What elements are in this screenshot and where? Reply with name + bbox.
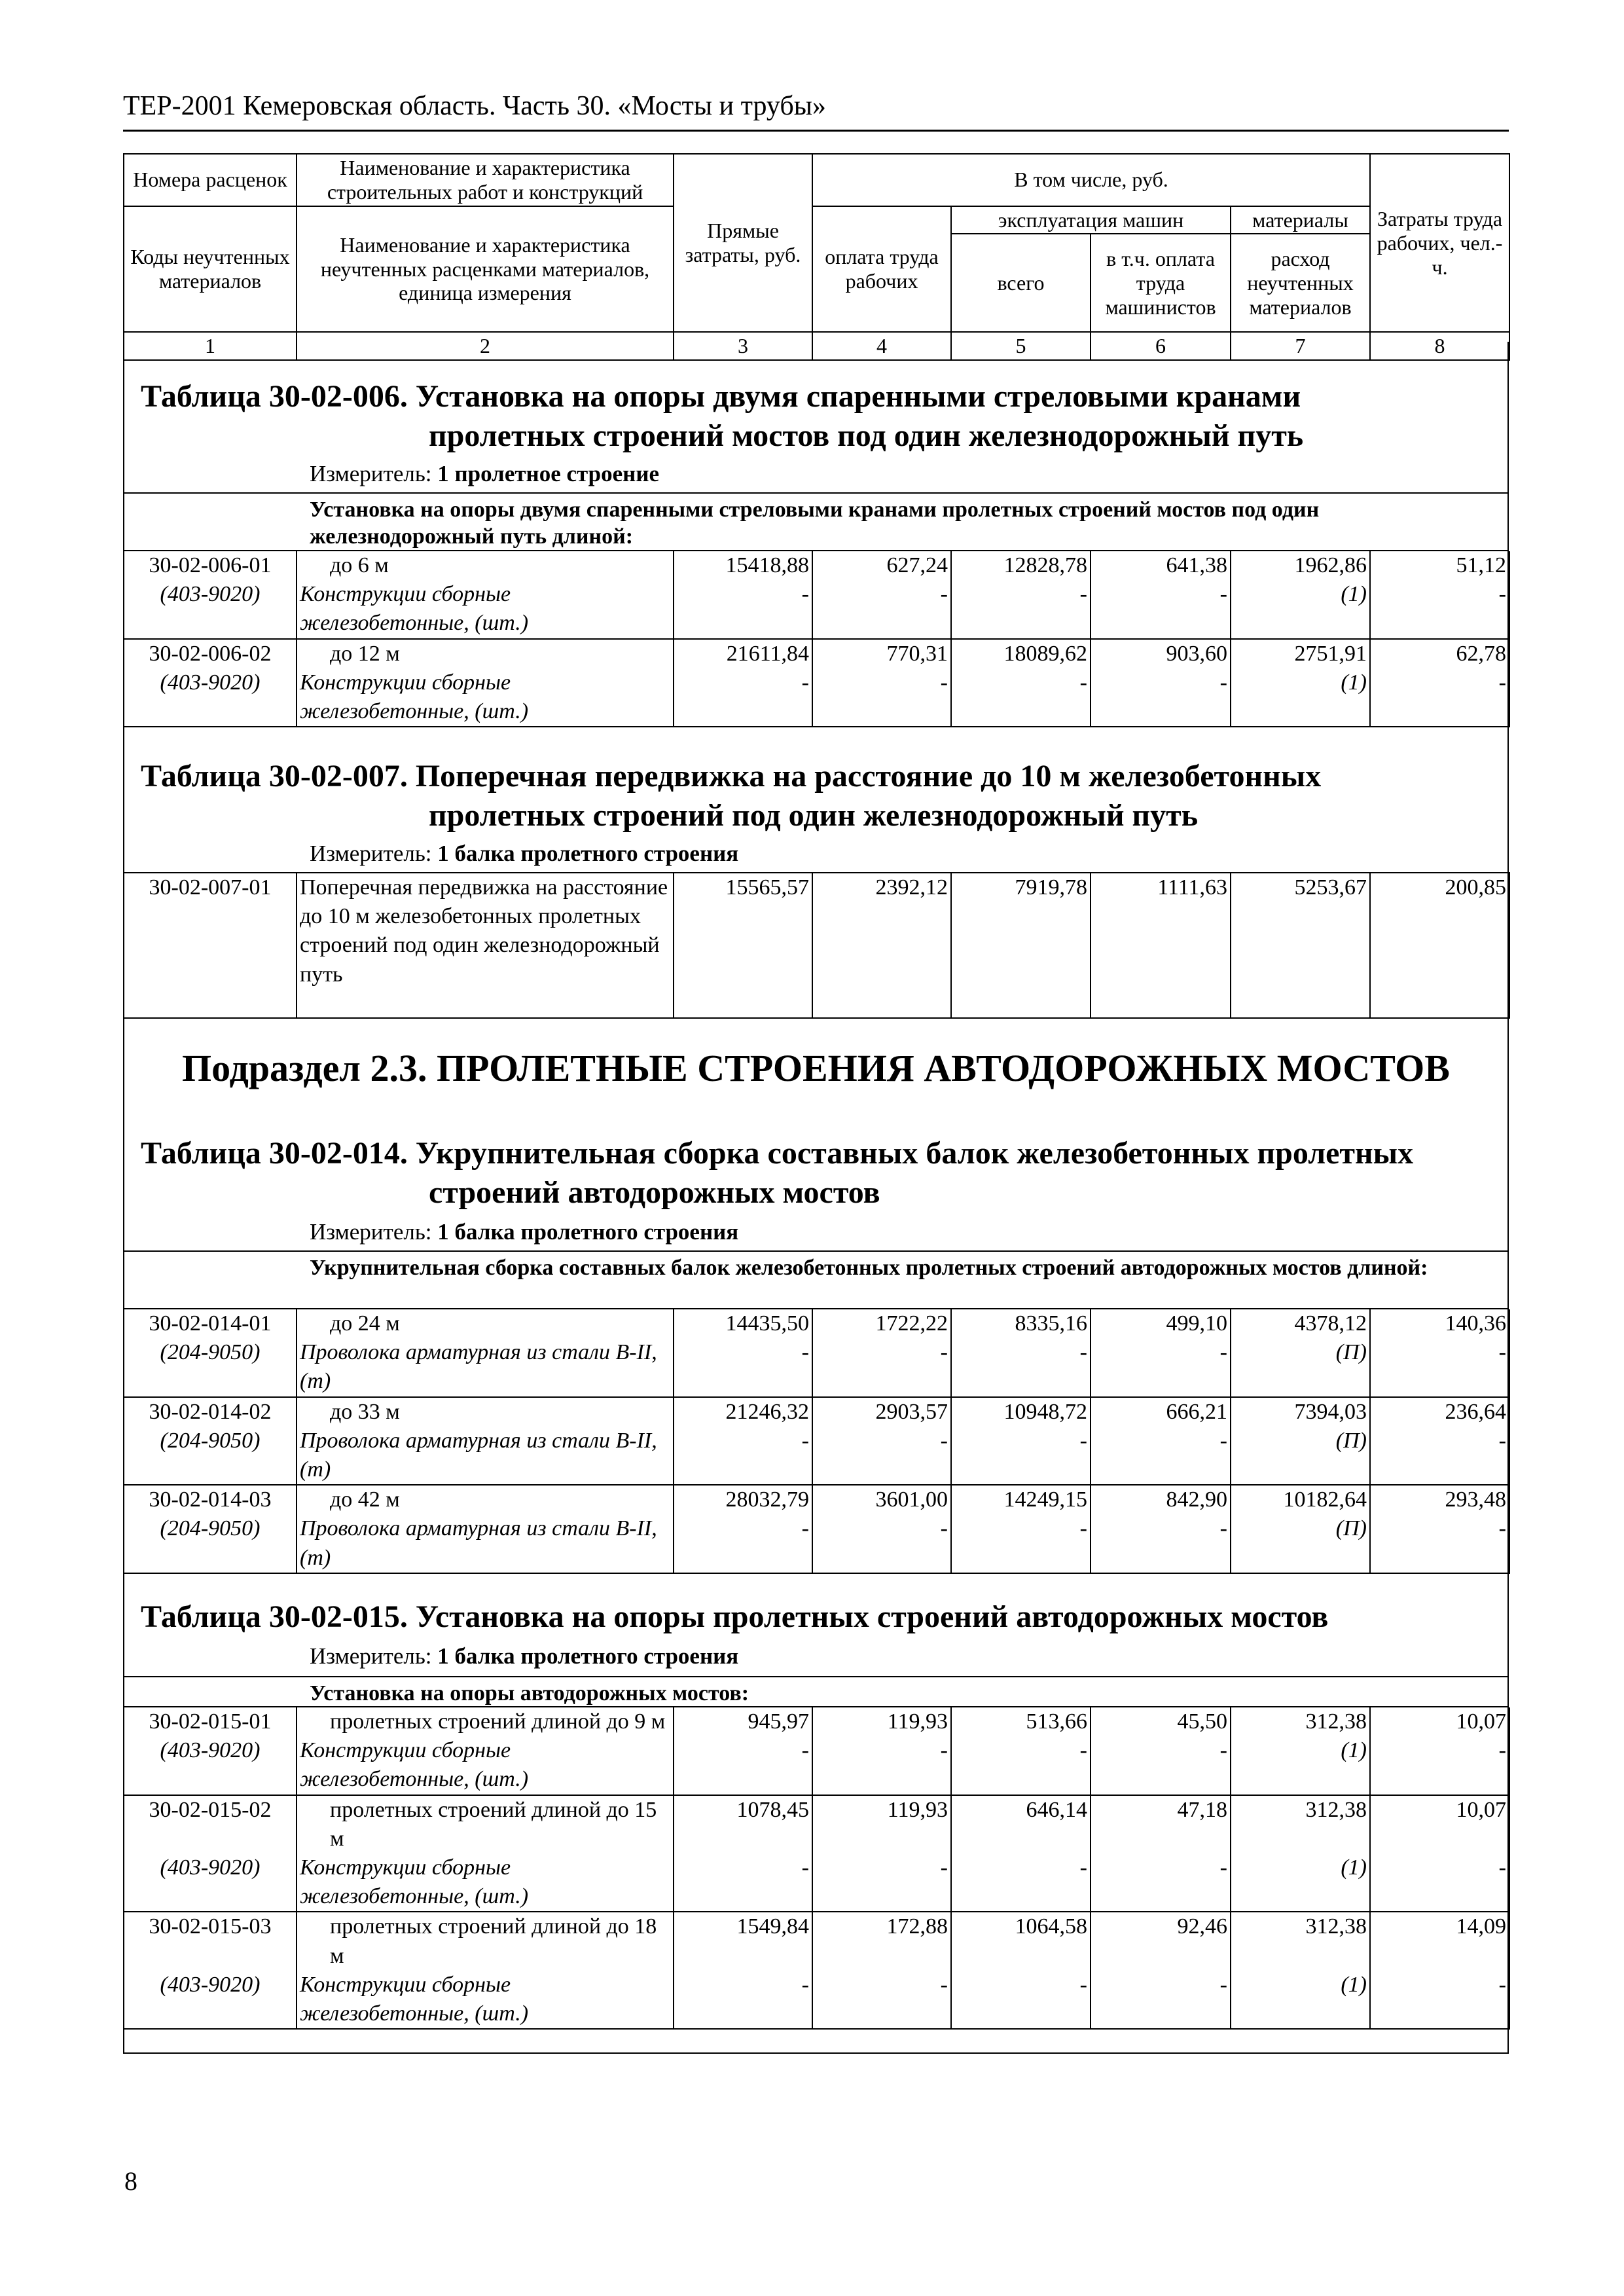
table-cell: - — [1370, 1338, 1509, 1396]
table-cell: 1722,22 — [812, 1309, 951, 1338]
table-cell: - — [1091, 1514, 1231, 1573]
col-number: 5 — [951, 332, 1091, 360]
col-3-header: Прямые затраты, руб. — [674, 154, 812, 332]
subsection-title: Подраздел 2.3. ПРОЛЕТНЫЕ СТРОЕНИЯ АВТОДОРОЖНЫХ МОСТОВ — [182, 1047, 1450, 1089]
column-header-table — [123, 153, 1510, 361]
table-cell: (403-9020) — [124, 1736, 297, 1795]
table-cell: - — [951, 1853, 1091, 1912]
table-cell: до 6 м — [297, 551, 674, 580]
table-cell: - — [812, 1514, 951, 1573]
table-015-body — [123, 1707, 1510, 2030]
table-cell: 21246,32 — [674, 1397, 812, 1427]
table-cell: - — [1091, 1427, 1231, 1485]
table-cell: - — [674, 1853, 812, 1912]
table-cell: 770,31 — [812, 639, 951, 668]
table-cell: (403-9020) — [124, 1971, 297, 2029]
table-cell: пролетных строений длиной до 15 м — [297, 1795, 674, 1853]
table-007-title: Таблица 30-02-007. Поперечная передвижка на расстояние до 10 м железобетонных пролетных строений под один железнодорожный путь — [141, 759, 1322, 833]
table-cell: 30-02-014-01 — [124, 1309, 297, 1338]
table-006-body — [123, 551, 1510, 727]
col-number: 7 — [1231, 332, 1370, 360]
table-cell: - — [1091, 1971, 1231, 2029]
table-006-measure: Измеритель: 1 пролетное строение — [310, 461, 660, 486]
table-cell: - — [1370, 580, 1509, 638]
table-cell: (403-9020) — [124, 580, 297, 638]
table-row-material — [124, 1971, 1509, 2029]
table-cell: - — [1370, 668, 1509, 727]
table-cell: - — [674, 1514, 812, 1573]
table-cell: - — [951, 1736, 1091, 1795]
table-cell: 28032,79 — [674, 1485, 812, 1514]
col-1-header-bottom: Коды неучтенных материалов — [124, 206, 297, 333]
table-cell: Конструкции сборные железобетонные, (шт.) — [297, 1971, 674, 2029]
table-row — [124, 1397, 1509, 1427]
col-1-header-top: Номера расценок — [124, 154, 297, 206]
table-cell: - — [1091, 1736, 1231, 1795]
table-cell: 513,66 — [951, 1707, 1091, 1736]
table-cell: 21611,84 — [674, 639, 812, 668]
table-cell: 641,38 — [1091, 551, 1231, 580]
table-cell: (П) — [1231, 1514, 1370, 1573]
table-cell: - — [1091, 668, 1231, 727]
table-row — [124, 639, 1509, 668]
table-cell: - — [674, 1338, 812, 1396]
col-8-header: Затраты труда рабочих, чел.-ч. — [1370, 154, 1509, 332]
table-cell: 2392,12 — [812, 873, 951, 1018]
table-cell: - — [812, 1736, 951, 1795]
table-row-material — [124, 580, 1509, 638]
table-cell: (1) — [1231, 1853, 1370, 1912]
table-cell: 119,93 — [812, 1795, 951, 1853]
table-cell: 7919,78 — [951, 873, 1091, 1018]
table-cell: - — [1091, 1853, 1231, 1912]
table-cell: - — [951, 668, 1091, 727]
table-cell: до 24 м — [297, 1309, 674, 1338]
table-006-title: Таблица 30-02-006. Установка на опоры двумя спаренными стреловыми кранами пролетных строений мостов под один железнодорожный путь — [141, 379, 1304, 453]
table-cell: - — [951, 580, 1091, 638]
table-cell: 172,88 — [812, 1912, 951, 1970]
table-cell: Поперечная передвижка на расстояние до 10 м железобетонных пролетных строений под один железнодорожный путь — [297, 873, 674, 1018]
table-cell: - — [1370, 1514, 1509, 1573]
table-row — [124, 1707, 1509, 1736]
table-cell: 12828,78 — [951, 551, 1091, 580]
running-header: ТЕР-2001 Кемеровская область. Часть 30. «Мосты и трубы» — [123, 91, 826, 121]
table-cell: 119,93 — [812, 1707, 951, 1736]
table-cell: Проволока арматурная из стали В-II, (т) — [297, 1338, 674, 1396]
table-cell: Проволока арматурная из стали В-II, (т) — [297, 1514, 674, 1573]
table-cell: 30-02-015-03 — [124, 1912, 297, 1970]
table-cell: 92,46 — [1091, 1912, 1231, 1970]
table-cell: - — [951, 1427, 1091, 1485]
table-cell: до 42 м — [297, 1485, 674, 1514]
table-cell: 14249,15 — [951, 1485, 1091, 1514]
table-cell: 499,10 — [1091, 1309, 1231, 1338]
table-cell: 646,14 — [951, 1795, 1091, 1853]
table-015-measure: Измеритель: 1 балка пролетного строения — [310, 1643, 739, 1669]
table-row-material — [124, 1514, 1509, 1573]
table-cell: 2751,91 — [1231, 639, 1370, 668]
col-number: 2 — [297, 332, 674, 360]
table-cell: (403-9020) — [124, 668, 297, 727]
table-cell: 842,90 — [1091, 1485, 1231, 1514]
table-cell: 14,09 — [1370, 1912, 1509, 1970]
table-row — [124, 1912, 1509, 1970]
table-cell: 30-02-015-02 — [124, 1795, 297, 1853]
table-cell: 30-02-014-02 — [124, 1397, 297, 1427]
table-cell: 1078,45 — [674, 1795, 812, 1853]
table-cell: 47,18 — [1091, 1795, 1231, 1853]
table-cell: - — [674, 1971, 812, 2029]
table-015-title: Таблица 30-02-015. Установка на опоры пролетных строений автодорожных мостов — [141, 1599, 1329, 1634]
table-cell: - — [812, 1971, 951, 2029]
table-row-material — [124, 1427, 1509, 1485]
table-row — [124, 1309, 1509, 1338]
table-cell: (П) — [1231, 1338, 1370, 1396]
table-cell: (1) — [1231, 1971, 1370, 2029]
table-cell: (204-9050) — [124, 1338, 297, 1396]
table-cell: 10182,64 — [1231, 1485, 1370, 1514]
table-cell: Проволока арматурная из стали В-II, (т) — [297, 1427, 674, 1485]
col-6-header: в т.ч. оплата труда машинистов — [1091, 234, 1231, 332]
table-cell: 903,60 — [1091, 639, 1231, 668]
table-cell: Конструкции сборные железобетонные, (шт.) — [297, 580, 674, 638]
table-014-measure: Измеритель: 1 балка пролетного строения — [310, 1219, 739, 1245]
table-row — [124, 1795, 1509, 1853]
table-cell: (1) — [1231, 1736, 1370, 1795]
table-cell: до 33 м — [297, 1397, 674, 1427]
table-cell: Конструкции сборные железобетонные, (шт.) — [297, 1736, 674, 1795]
col-number: 8 — [1370, 332, 1509, 360]
materials-header: материалы — [1231, 206, 1370, 234]
table-cell: 45,50 — [1091, 1707, 1231, 1736]
table-cell: 14435,50 — [674, 1309, 812, 1338]
table-cell: - — [951, 1971, 1091, 2029]
table-cell: 51,12 — [1370, 551, 1509, 580]
table-cell: (1) — [1231, 580, 1370, 638]
table-015-group-header: Установка на опоры автодорожных мостов: — [123, 1676, 1509, 1707]
table-cell: 666,21 — [1091, 1397, 1231, 1427]
table-cell: - — [951, 1514, 1091, 1573]
table-cell: 5253,67 — [1231, 873, 1370, 1018]
table-cell: 945,97 — [674, 1707, 812, 1736]
table-cell: - — [812, 1338, 951, 1396]
header-divider — [123, 130, 1509, 132]
table-cell: 293,48 — [1370, 1485, 1509, 1514]
col-number: 3 — [674, 332, 812, 360]
table-cell: - — [1091, 580, 1231, 638]
table-cell: пролетных строений длиной до 18 м — [297, 1912, 674, 1970]
table-cell: (403-9020) — [124, 1853, 297, 1912]
table-row-material — [124, 1338, 1509, 1396]
col-number: 6 — [1091, 332, 1231, 360]
table-cell: 4378,12 — [1231, 1309, 1370, 1338]
table-cell: 236,64 — [1370, 1397, 1509, 1427]
table-007-measure: Измеритель: 1 балка пролетного строения — [310, 841, 739, 866]
table-cell: - — [951, 1338, 1091, 1396]
table-cell: 2903,57 — [812, 1397, 951, 1427]
table-cell: Конструкции сборные железобетонные, (шт.) — [297, 1853, 674, 1912]
table-row — [124, 551, 1509, 580]
table-cell: - — [1370, 1853, 1509, 1912]
table-cell: 1549,84 — [674, 1912, 812, 1970]
table-cell: 627,24 — [812, 551, 951, 580]
table-cell: - — [1370, 1971, 1509, 2029]
page-number: 8 — [124, 2166, 137, 2196]
table-cell: 15418,88 — [674, 551, 812, 580]
table-cell: 200,85 — [1370, 873, 1509, 1018]
table-cell: - — [674, 1427, 812, 1485]
table-row — [124, 873, 1509, 1018]
table-cell: (204-9050) — [124, 1514, 297, 1573]
table-cell: - — [674, 1736, 812, 1795]
table-cell: - — [1091, 1338, 1231, 1396]
table-cell: - — [812, 668, 951, 727]
table-006-group-header: Установка на опоры двумя спаренными стреловыми кранами пролетных строений мостов под один железнодорожный путь длиной: — [123, 492, 1509, 551]
table-cell: - — [812, 580, 951, 638]
table-row-material — [124, 668, 1509, 727]
table-row — [124, 1485, 1509, 1514]
col-7-header: расход неучтенных материалов — [1231, 234, 1370, 332]
table-cell: 30-02-006-02 — [124, 639, 297, 668]
table-cell: пролетных строений длиной до 9 м — [297, 1707, 674, 1736]
table-cell: 312,38 — [1231, 1912, 1370, 1970]
table-cell: 8335,16 — [951, 1309, 1091, 1338]
table-cell: 30-02-014-03 — [124, 1485, 297, 1514]
table-cell: 30-02-006-01 — [124, 551, 297, 580]
col-2-header-bottom: Наименование и характеристика неучтенных расценками материалов, единица измерения — [297, 206, 674, 333]
table-cell: 1064,58 — [951, 1912, 1091, 1970]
col-5-header: всего — [951, 234, 1091, 332]
table-cell: 10,07 — [1370, 1795, 1509, 1853]
table-cell: (П) — [1231, 1427, 1370, 1485]
table-cell: 30-02-015-01 — [124, 1707, 297, 1736]
table-row-material — [124, 1736, 1509, 1795]
table-cell: 10,07 — [1370, 1707, 1509, 1736]
table-014-title: Таблица 30-02-014. Укрупнительная сборка составных балок железобетонных пролетных строений автодорожных мостов — [141, 1136, 1414, 1210]
table-cell: Конструкции сборные железобетонные, (шт.) — [297, 668, 674, 727]
table-cell: 7394,03 — [1231, 1397, 1370, 1427]
table-cell: - — [1370, 1736, 1509, 1795]
table-014-body — [123, 1309, 1510, 1574]
table-cell: - — [674, 580, 812, 638]
table-cell: 312,38 — [1231, 1795, 1370, 1853]
machines-header: эксплуатация машин — [951, 206, 1231, 234]
table-cell: - — [812, 1853, 951, 1912]
table-cell: 312,38 — [1231, 1707, 1370, 1736]
included-header: В том числе, руб. — [812, 154, 1370, 206]
table-cell: 1962,86 — [1231, 551, 1370, 580]
table-cell: 15565,57 — [674, 873, 812, 1018]
table-cell: 3601,00 — [812, 1485, 951, 1514]
table-cell: 1111,63 — [1091, 873, 1231, 1018]
table-cell: (204-9050) — [124, 1427, 297, 1485]
table-cell: - — [1370, 1427, 1509, 1485]
table-cell: 30-02-007-01 — [124, 873, 297, 1018]
table-014-group-header: Укрупнительная сборка составных балок железобетонных пролетных строений автодорожных мостов длиной: — [123, 1250, 1509, 1309]
table-cell: до 12 м — [297, 639, 674, 668]
table-cell: - — [812, 1427, 951, 1485]
table-cell: 18089,62 — [951, 639, 1091, 668]
table-cell: (1) — [1231, 668, 1370, 727]
table-cell: 62,78 — [1370, 639, 1509, 668]
table-cell: 140,36 — [1370, 1309, 1509, 1338]
col-2-header-top: Наименование и характеристика строительных работ и конструкций — [297, 154, 674, 206]
table-cell: - — [674, 668, 812, 727]
table-cell: 10948,72 — [951, 1397, 1091, 1427]
table-row-material — [124, 1853, 1509, 1912]
table-007-body — [123, 872, 1510, 1019]
col-number: 1 — [124, 332, 297, 360]
col-4-header: оплата труда рабочих — [812, 206, 951, 333]
col-number: 4 — [812, 332, 951, 360]
